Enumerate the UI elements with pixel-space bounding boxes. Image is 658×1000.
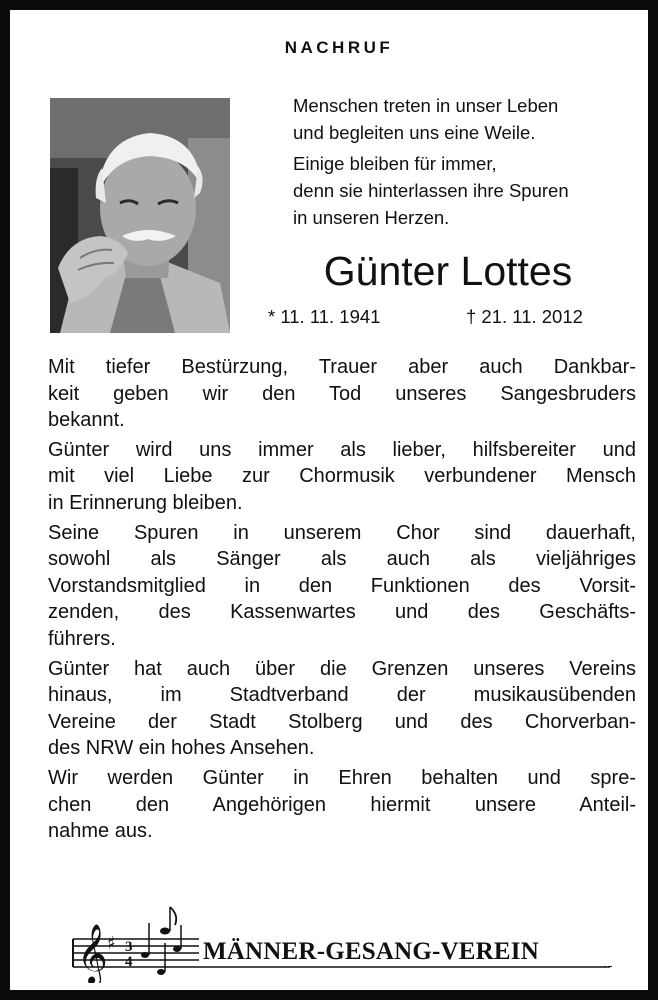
poem-line: Einige bleiben für immer, (293, 153, 497, 174)
death-date: † 21. 11. 2012 (466, 306, 583, 327)
treble-clef-icon: 𝄞 (77, 924, 108, 983)
time-signature-bottom: 4 (125, 954, 133, 970)
text-line: sowohl als Sänger als auch als vieljähriges (48, 548, 636, 571)
time-signature-top: 3 (125, 939, 133, 955)
organization-name: MÄNNER-GESANG-VEREIN (199, 938, 617, 966)
memorial-poem (293, 92, 633, 235)
obituary-text (48, 354, 636, 848)
poem-line: und begleiten uns eine Weile. (293, 122, 536, 143)
poem-line: in unseren Herzen. (293, 207, 450, 228)
paragraph-5 (48, 765, 636, 845)
paragraph-1 (48, 354, 636, 434)
choir-logo (65, 903, 625, 983)
text-line: Mit tiefer Bestürzung, Trauer aber auch Dankbar- (48, 356, 636, 378)
text-line: bekannt. (48, 409, 125, 432)
text-line: Seine Spuren in unserem Chor sind dauerhaft, (48, 521, 636, 544)
text-line: Vorstandsmitglied in den Funktionen des Vorsit- (48, 574, 636, 597)
portrait-illustration (50, 98, 230, 333)
text-line: Günter hat auch über die Grenzen unseres Vereins (48, 657, 636, 680)
text-line: in Erinnerung bleiben. (48, 491, 243, 514)
text-line: Vereine der Stadt Stolberg und des Chorverban- (48, 710, 636, 733)
text-line: nahme aus. (48, 820, 153, 843)
text-line: zenden, des Kassenwartes und des Geschäfts- (48, 601, 636, 624)
paragraph-2 (48, 437, 636, 517)
deceased-name: Günter Lottes (323, 248, 573, 294)
birth-date: * 11. 11. 1941 (268, 306, 381, 327)
time-signature (65, 903, 155, 983)
poem-stanza-2 (293, 150, 633, 231)
text-line: hinaus, im Stadtverband der musikausübenden (48, 684, 636, 707)
text-line: keit geben wir den Tod unseres Sangesbruders (48, 382, 636, 405)
page-heading: NACHRUF (284, 38, 394, 57)
paragraph-4 (48, 656, 636, 762)
sharp-icon: ♯ (107, 933, 116, 954)
poem-line: Menschen treten in unser Leben (293, 95, 559, 116)
portrait-photo (50, 98, 230, 333)
poem-stanza-1 (293, 92, 633, 146)
paragraph-3 (48, 520, 636, 653)
text-line: des NRW ein hohes Ansehen. (48, 737, 315, 760)
text-line: mit viel Liebe zur Chormusik verbundener Mensch (48, 465, 636, 488)
text-line: führers. (48, 627, 116, 650)
text-line: chen den Angehörigen hiermit unsere Anteil- (48, 793, 636, 816)
text-line: Wir werden Günter in Ehren behalten und spre- (48, 766, 636, 789)
poem-line: denn sie hinterlassen ihre Spuren (293, 180, 569, 201)
text-line: Günter wird uns immer als lieber, hilfsbereiter und (48, 438, 636, 461)
